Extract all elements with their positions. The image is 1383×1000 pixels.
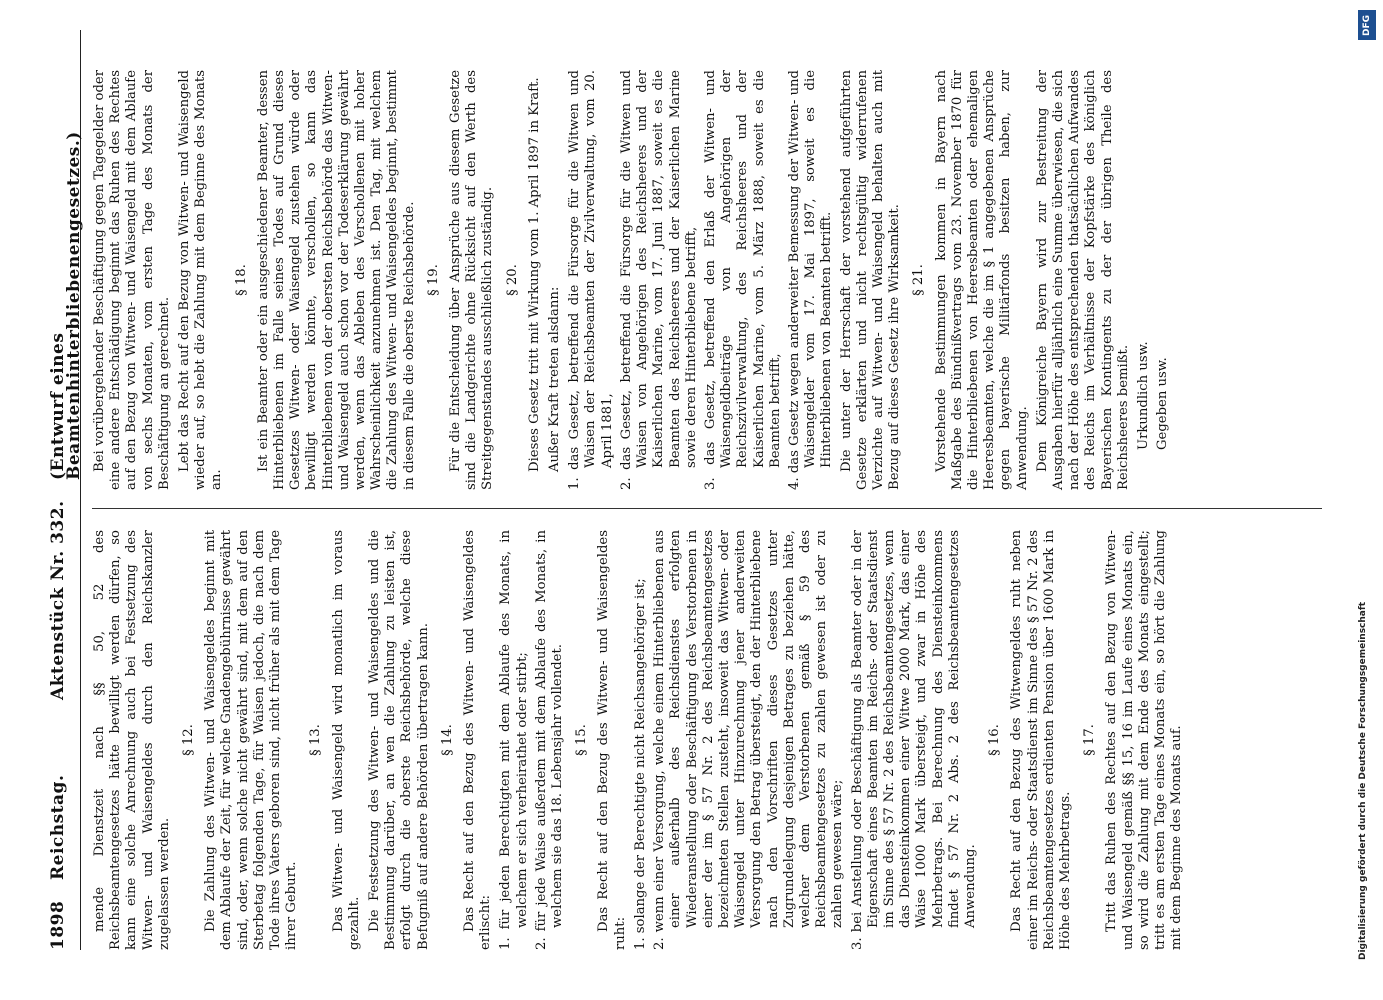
section-heading: § 18. bbox=[233, 264, 249, 296]
paragraph: Tritt das Ruhen des Rechtes auf den Bezug von Witwen- und Waisengeld gemäß §§ 15, 16 im Laufe eines Monats ein, so wird die Zahlung mit dem Ende des Monats eingestellt; tritt es am ersten Tage eines Monats ein, so hört die Zahlung mit dem Beginne des Monats auf. bbox=[1104, 530, 1185, 950]
paragraph: Die Zahlung des Witwen- und Waisengeldes beginnt mit dem Ablaufe der Zeit, für welche Gnadengebührnisse gewährt sind, oder, wenn solche nicht gewährt sind, mit dem auf den Sterbetag folgenden Tage, für Waisen jedoch, die nach dem Tode ihres Vaters geboren sind, nicht früher als mit dem Tage ihrer Geburt. bbox=[203, 530, 300, 950]
header-right-title: (Entwurf eines Beamtenhinterbliebenengesetzes.) bbox=[48, 131, 85, 480]
list-item: 2. das Gesetz, betreffend die Fürsorge für die Witwen und Waisen von Angehörigen des Reichsheeres und der Kaiserlichen Marine, vom 17. Juni 1887, soweit es die Beamten des Reichsheeres und der Kaiserlichen Marine sowie deren Hinterbliebene betrifft, bbox=[618, 70, 699, 490]
right-text-column bbox=[92, 70, 1174, 490]
paragraph: Das Recht auf den Bezug des Witwengeldes ruht neben einer im Reichs- oder Staatsdienst im Sinne des § 57 Nr. 2 des Reichsbeamtengesetzes erdienten Pension über 1600 Mark in Höhe des Mehrbetrags. bbox=[1009, 530, 1073, 950]
dfg-funding-note: Digitalisierung gefördert durch die Deutsche Forschungsgemeinschaft bbox=[1358, 601, 1368, 960]
section-heading: § 15. bbox=[574, 724, 590, 756]
page-header bbox=[40, 30, 85, 950]
paragraph: Urkundlich usw. bbox=[1135, 341, 1151, 450]
column-divider bbox=[92, 508, 1322, 509]
list-item: 2. wenn einer Versorgung, welche einem Hinterbliebenen aus einer außerhalb des Reichsdienstes erfolgten Wiederanstellung oder Beschäftigung des Verstorbenen in einer der im § 57 Nr. 2 des Reichsbeamtengesetzes bezeichneten Stellen zusteht, insoweit das Witwen- oder Waisengeld unter Hinzurechnung jener anderweiten Versorgung den Betrag übersteigt, den der Hinterbliebene nach den Vorschriften dieses Gesetzes unter Zugrundelegung desjenigen Betrages zu beziehen hätte, welcher dem Verstorbenen gemäß § 59 des Reichsbeamtengesetzes zu zahlen gewesen ist oder zu zahlen gewesen wäre; bbox=[652, 530, 846, 950]
paragraph: Das Recht auf den Bezug des Witwen- und Waisengeldes erlischt: bbox=[462, 530, 494, 950]
section-heading: § 16. bbox=[987, 724, 1003, 756]
list-item: 4. das Gesetz wegen anderweiter Bemessung der Witwen- und Waisengelder vom 17. Mai 1897, soweit es die Hinterbliebenen von Beamten betrifft. bbox=[786, 70, 835, 490]
section-heading: § 21. bbox=[911, 264, 927, 296]
header-year: 1898 bbox=[48, 900, 68, 950]
paragraph: Ist ein Beamter oder ein ausgeschiedener Beamter, dessen Hinterbliebenen im Falle seines Todes auf Grund dieses Gesetzes Witwen- oder Waisengeld zustehen würde oder bewilligt werden könnte, verschollen, so kann das Hinterbliebenen von der obersten Reichsbehörde das Witwen- und Waisengeld auch schon vor der Todeserklärung gewährt werden, wenn das Ableben des Verschollenen mit hoher Wahrscheinlichkeit anzunehmen ist. Den Tag, mit welchem die Zahlung des Witwen- und Waisengeldes beginnt, bestimmt in diesem Falle die oberste Reichsbehörde. bbox=[255, 70, 417, 490]
dfg-logo: DFG bbox=[1358, 10, 1376, 40]
list-item: 2. für jede Waise außerdem mit dem Ablaufe des Monats, in welchem sie das 18. Lebensjahr vollendet. bbox=[533, 530, 566, 950]
paragraph: Außer Kraft treten alsdann: bbox=[547, 286, 563, 472]
paragraph: Das Recht auf den Bezug des Witwen- und Waisengeldes ruht: bbox=[596, 530, 628, 950]
list-item: 3. bei Anstellung oder Beschäftigung als Beamter oder in der Eigenschaft eines Beamten im Reichs- oder Staatsdienst im Sinne des § 57 Nr. 2 des Reichsbeamtengesetzes, wenn das Diensteinkommen einer Witwe 2000 Mark, das einer Waise 1000 Mark übersteigt, und zwar in Höhe des Mehrbetrags. Bei Berechnung des Diensteinkommens findet § 57 Nr. 2 Abs. 2 des Reichsbeamtengesetzes Anwendung. bbox=[849, 530, 978, 950]
header-left-title: Reichstag. bbox=[48, 774, 68, 880]
paragraph: mende Dienstzeit nach §§ 50, 52 des Reichsbeamtengesetzes hätte bewilligt werden dürfen, so kann eine solche Anrechnung auch bei Festsetzung des Witwen- und Waisengeldes durch den Reichskanzler zugelassen werden. bbox=[92, 530, 172, 950]
left-text-column bbox=[92, 530, 1189, 950]
paragraph: Lebt das Recht auf den Bezug von Witwen- und Waisengeld wieder auf, so hebt die Zahlung mit dem Beginne des Monats an. bbox=[177, 70, 225, 490]
list-item: 1. das Gesetz, betreffend die Fürsorge für die Witwen und Waisen der Reichsbeamten der Zivilverwaltung, vom 20. April 1881, bbox=[567, 70, 615, 490]
paragraph: Das Witwen- und Waisengeld wird monatlich im voraus gezahlt. bbox=[330, 530, 362, 950]
section-heading: § 17. bbox=[1082, 724, 1098, 756]
paragraph: Die unter der Herrschaft der vorstehend aufgeführten Gesetze erklärten und nicht rechtsgültig widerrufenen Verzichte auf Witwen- und Waisengeld behalten auch mit Bezug auf dieses Gesetz ihre Wirksamkeit. bbox=[838, 70, 903, 490]
paragraph: Bei vorübergehender Beschäftigung gegen Tagegelder oder eine andere Entschädigung beginnt das Ruhen des Rechtes auf den Bezug von Witwen- und Waisengeld mit dem Ablaufe von sechs Monaten, vom ersten Tage des Monats der Beschäftigung an gerechnet. bbox=[92, 70, 172, 490]
rotated-document-sheet bbox=[40, 30, 1330, 950]
paragraph: Dieses Gesetz tritt mit Wirkung vom 1. April 1897 in Kraft. bbox=[526, 77, 542, 472]
paragraph: Gegeben usw. bbox=[1155, 357, 1171, 450]
section-heading: § 13. bbox=[308, 724, 324, 756]
list-item: 1. für jeden Berechtigten mit dem Ablaufe des Monats, in welchem er sich verheirathet oder stirbt; bbox=[498, 530, 530, 950]
section-heading: § 12. bbox=[181, 724, 197, 756]
paragraph: Für die Entscheidung über Ansprüche aus diesem Gesetze sind die Landgerichte ohne Rücksicht auf den Werth des Streitgegenstandes ausschließlich zuständig. bbox=[448, 70, 496, 490]
list-item: 3. das Gesetz, betreffend den Erlaß der Witwen- und Waisengeldbeiträge von Angehörigen der Reichszivilverwaltung, des Reichsheeres und der Kaiserlichen Marine, vom 5. März 1888, soweit es die Beamten betrifft, bbox=[702, 70, 783, 490]
paragraph: Dem Königreiche Bayern wird zur Bestreitung der Ausgaben hierfür alljährlich eine Summe überwiesen, die sich nach der Höhe des entsprechenden thatsächlichen Aufwandes des Reichs im Verhältnisse der Kopfstärke des königlich Bayerischen Kontingents zu der der übrigen Theile des Reichsheeres bemißt. bbox=[1034, 70, 1131, 490]
list-item: 1. solange der Berechtigte nicht Reichsangehöriger ist; bbox=[632, 578, 648, 950]
section-heading: § 20. bbox=[504, 264, 520, 296]
paragraph: Die Festsetzung des Witwen- und Waisengeldes und die Bestimmung darüber, an wen die Zahlung zu leisten ist, erfolgt durch die oberste Reichsbehörde, welche diese Befugniß auf andere Behörden übertragen kann. bbox=[367, 530, 431, 950]
section-heading: § 14. bbox=[439, 724, 455, 756]
header-doc-number: Aktenstück Nr. 332. bbox=[48, 500, 68, 700]
paragraph: Vorstehende Bestimmungen kommen in Bayern nach Maßgabe des Bündnißvertrags vom 23. November 1870 für die Hinterbliebenen von Heeresbeamten oder ehemaligen Heeresbeamten, welche die im § 1 angegebenen Ansprüche gegen bayerische Militärfonds besitzen haben, zur Anwendung. bbox=[933, 70, 1030, 490]
section-heading: § 19. bbox=[425, 264, 441, 296]
